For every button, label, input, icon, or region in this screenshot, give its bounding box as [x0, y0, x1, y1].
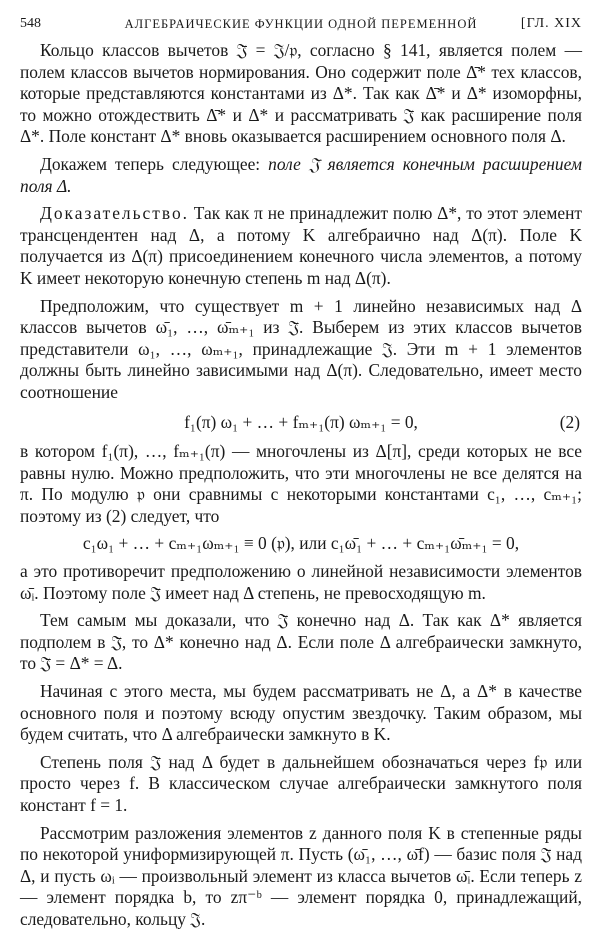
running-title: АЛГЕБРАИЧЕСКИЕ ФУНКЦИИ ОДНОЙ ПЕРЕМЕННОЙ — [124, 17, 478, 31]
paragraph-expansions: Рассмотрим разложения элементов z данного поля K в степенные ряды по некоторой униформизирующей π. Пусть (ω̄₁, …, ω̄f) — базис поля 𝔍̄ над Δ, и пусть ωᵢ — произвольный элемент из класса вычетов ω̄ᵢ. Если теперь z — элемент порядка b, то zπ⁻ᵇ — элемент порядка 0, принадлежащий, следовательно, кольцу 𝔍. — [20, 822, 582, 929]
chapter-label: [ГЛ. XIX — [520, 16, 582, 31]
equation-2-number: (2) — [559, 411, 580, 432]
claim-statement: поле 𝔍̄ является конечным расширением поля Δ. — [20, 153, 582, 196]
page-header — [20, 14, 582, 40]
paragraph-base-field: Начиная с этого места, мы будем рассматривать не Δ, а Δ* в качестве основного поля и поэтому всюду опустим звездочку. Таким образом, мы будем считать, что Δ алгебраически замкнуто в K. — [20, 681, 582, 745]
paragraph-proof — [20, 203, 582, 289]
page-number: 548 — [20, 16, 41, 31]
equation-2 — [20, 412, 582, 434]
paragraph-contradiction: а это противоречит предположению о линейной независимости элементов ω̄ᵢ. Поэтому поле 𝔍̄ имеет над Δ степень, не превосходящую m. — [20, 561, 582, 603]
paragraph-claim — [20, 154, 582, 197]
paragraph-assumption: Предположим, что существует m + 1 линейно независимых над Δ классов вычетов ω̄₁, …, ω̄ₘ₊₁ из 𝔍̄. Выберем из этих классов вычетов представители ω₁, …, ωₘ₊₁, принадлежащие 𝔍. Эти m + 1 элементов должны быть линейно зависимыми над Δ(π). Следовательно, имеет место соотношение — [20, 295, 582, 402]
paragraph-conclusion: Тем самым мы доказали, что 𝔍̄ конечно над Δ. Так как Δ* является подполем в 𝔍̄, то Δ* конечно над Δ. Если поле Δ алгебраически замкнуто, то 𝔍̄ = Δ* = Δ. — [20, 610, 582, 674]
page-body — [20, 40, 582, 931]
equation-congruence: c₁ω₁ + … + cₘ₊₁ωₘ₊₁ ≡ 0 (𝔭), или c₁ω̄₁ + … + cₘ₊₁ω̄ₘ₊₁ = 0, — [82, 533, 520, 554]
claim-lead: Докажем теперь следующее: — [40, 153, 269, 174]
paragraph-degree: Степень поля 𝔍̄ над Δ будет в дальнейшем обозначаться через f𝔭 или просто через f. В классическом случае алгебраически замкнутого поля констант f = 1. — [20, 751, 582, 815]
proof-text: Так как π не принадлежит полю Δ*, то этот элемент трансцендентен над Δ, а потому K алгебраично над Δ(π). Поле K получается из Δ(π) присоединением конечного числа элементов, а потому K имеет некоторую конечную степень m над Δ(π). — [20, 203, 582, 288]
paragraph-polynomials: в котором f₁(π), …, fₘ₊₁(π) — многочлены из Δ[π], среди которых не все равны нулю. Можно предположить, что эти многочлены не все делятся на π. По модулю 𝔭 они сравнимы с некоторыми константами c₁, …, cₘ₊₁; поэтому из (2) следует, что — [20, 441, 582, 526]
paragraph-residue-field: Кольцо классов вычетов 𝔍̄ = 𝔍/𝔭, согласно § 141, является полем — полем классов вычетов нормирования. Оно содержит поле Δ̄* тех классов, которые представляются константами из Δ*. Так как Δ̄* и Δ* изоморфны, то можно отождествить Δ̄* и Δ* и рассматривать 𝔍̄ как расширение поля Δ*. Поле констант Δ* вновь оказывается расширением основного поля Δ. — [20, 40, 582, 147]
proof-word: Доказательство. — [40, 203, 189, 224]
equation-2-formula: f₁(π) ω₁ + … + fₘ₊₁(π) ωₘ₊₁ = 0, — [184, 411, 418, 432]
